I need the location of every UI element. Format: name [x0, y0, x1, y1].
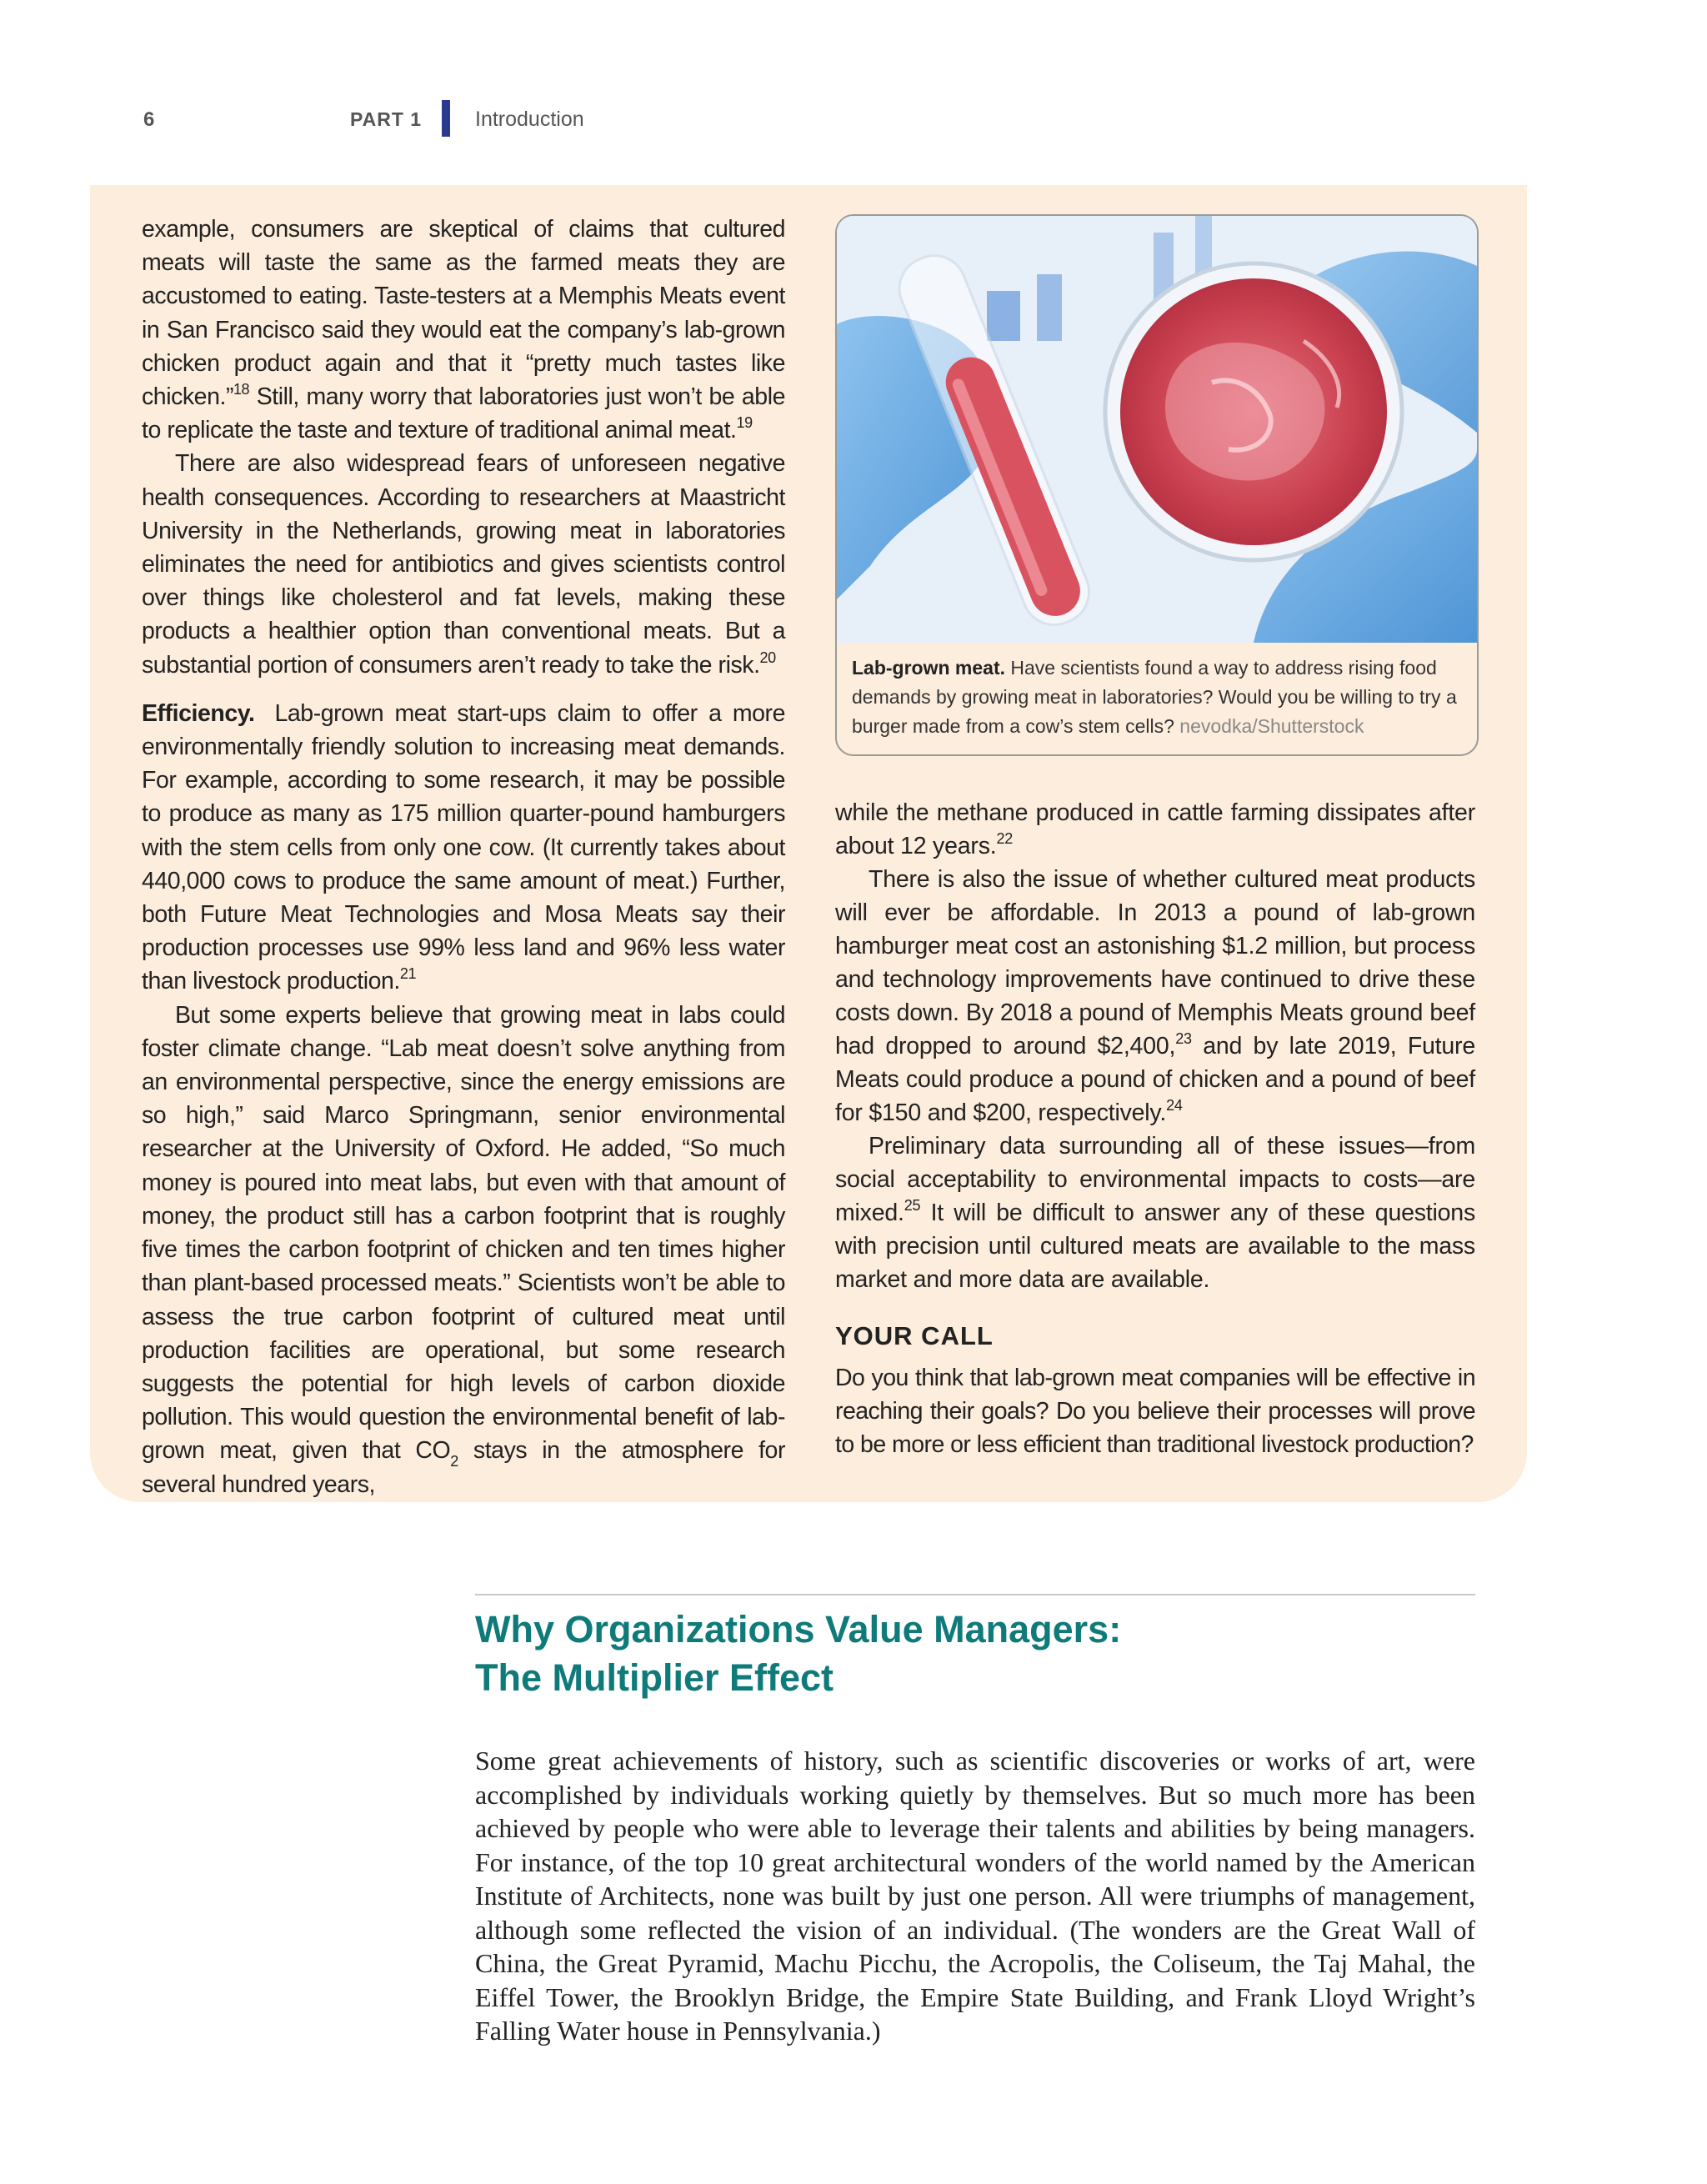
text-run: It will be difficult to answer any of these questions with precision until cultured meats are available to the mass market and more data are available. — [835, 1200, 1475, 1293]
paragraph — [835, 863, 1475, 1130]
paragraph — [142, 447, 785, 681]
footnote-ref: 19 — [736, 414, 753, 432]
your-call-text: Do you think that lab-grown meat companies will be effective in reaching their goals? Do you believe their processes will prove to be more or less efficient than traditional livestock production? — [835, 1365, 1475, 1458]
lab-grown-meat-photo — [837, 216, 1477, 643]
caption-text: Have scientists found a way to address rising food demands by growing meat in laboratories? Would you be willing to try a burger made from a cow’s stem cells? — [852, 657, 1457, 737]
efficiency-paragraph — [142, 697, 785, 999]
header-divider-bar — [442, 100, 450, 137]
text-run: Preliminary data surrounding all of these issues—from social acceptability to environmental impacts to costs—are mixed. — [835, 1133, 1475, 1226]
footnote-ref: 18 — [233, 381, 250, 398]
figure-caption — [852, 654, 1465, 741]
paragraph — [835, 796, 1475, 863]
caption-title: Lab-grown meat. — [852, 657, 1006, 679]
subhead: Efficiency. — [142, 699, 255, 727]
text-run: But some experts believe that growing meat in labs could foster climate change. “Lab meat doesn’t solve anything from an environmental perspective, since the energy emissions are so high,” said Marco Springmann, senior environmental researcher at the University of Oxford. He added, “So much money is poured into meat labs, but even with that amount of money, the product still has a carbon footprint that is roughly five times the carbon footprint of chicken and ten times higher than plant-based processed meats.” Scientists won’t be able to assess the true carbon footprint of cultured meat until production facilities are operational, but some research suggests the potential for high levels of carbon dioxide pollution. This would question the environmental benefit of lab-grown meat, given that CO — [142, 1001, 785, 1465]
footnote-ref: 21 — [399, 965, 417, 983]
text-run: There is also the issue of whether cultured meat products will ever be affordable. In 2013 a pound of lab-grown hamburger meat cost an astonishing $1.2 million, but process and technology improvements have continued to drive these costs down. By 2018 a pound of Memphis Meats ground beef had dropped to around $2,400, — [835, 866, 1475, 1059]
footnote-ref: 22 — [996, 830, 1014, 847]
lab-grown-meat-figure — [835, 214, 1479, 756]
section-title — [475, 1605, 1475, 1702]
footnote-ref: 25 — [904, 1197, 921, 1214]
text-run: and by late 2019, Future Meats could produce a pound of chicken and a pound of beef for $150 and $200, respectively. — [835, 1033, 1475, 1126]
paragraph — [142, 213, 785, 447]
text-run: while the methane produced in cattle farming dissipates after about 12 years. — [835, 799, 1475, 859]
footnote-ref: 23 — [1175, 1030, 1192, 1047]
footnote-ref: 24 — [1166, 1097, 1183, 1114]
paragraph — [835, 1130, 1475, 1296]
footnote-ref: 20 — [759, 649, 776, 666]
section-body-paragraph: Some great achievements of history, such as scientific discoveries or works of art, were accomplished by individuals working quietly by themselves. But so much more has been achieved by people who were able to leverage their talents and abilities by being managers. For instance, of the top 10 great architectural wonders of the world named by the American Institute of Architects, none was built by just one person. All were triumphs of management, although some reflected the vision of an individual. (The wonders are the Great Wall of China, the Great Pyramid, Machu Picchu, the Acropolis, the Coliseum, the Taj Mahal, the Eiffel Tower, the Brooklyn Bridge, the Empire State Building, and Frank Lloyd Wright’s Falling Water house in Pennsylvania.) — [475, 1746, 1475, 2046]
running-header — [0, 105, 1707, 138]
section-title-line-2: The Multiplier Effect — [475, 1656, 834, 1699]
part-label: PART 1 — [350, 108, 423, 130]
photo-credit: nevodka/Shutterstock — [1179, 715, 1364, 737]
text-run: Lab-grown meat start-ups claim to offer a more environmentally friendly solution to increasing meat demands. For example, according to some research, it may be possible to produce as many as 175 million quarter-pound hamburgers with the stem cells from only one cow. (It currently takes about 440,000 cows to produce the same amount of meat.) Further, both Future Meat Technologies and Mosa Meats say their production processes use 99% less land and 96% less water than livestock production. — [142, 699, 785, 995]
page-number: 6 — [143, 108, 155, 131]
case-right-column — [835, 796, 1475, 1461]
text-run: example, consumers are skeptical of claims that cultured meats will taste the same as the farmed meats they are accustomed to eating. Taste-testers at a Memphis Meats event in San Francisco said they would eat the company’s lab-grown chicken product again and that it “pretty much tastes like chicken.” — [142, 216, 785, 411]
section-title-line-1: Why Organizations Value Managers: — [475, 1608, 1122, 1651]
text-run: stays in the atmosphere for several hundred years, — [142, 1437, 786, 1498]
subscript: 2 — [450, 1453, 458, 1470]
paragraph — [142, 999, 785, 1501]
text-run: Still, many worry that laboratories just won’t be able to replicate the taste and texture of traditional animal meat. — [142, 383, 785, 444]
case-left-column — [142, 213, 785, 1501]
section-label: Introduction — [475, 108, 584, 131]
your-call-heading: YOUR CALL — [835, 1321, 994, 1350]
section-divider — [475, 1594, 1475, 1595]
text-run: There are also widespread fears of unforeseen negative health consequences. According to researchers at Maastricht University in the Netherlands, growing meat in laboratories eliminates the need for antibiotics and gives scientists control over things like cholesterol and fat levels, making these products a healthier option than conventional meats. But a substantial portion of consumers aren’t ready to take the risk. — [142, 450, 785, 679]
